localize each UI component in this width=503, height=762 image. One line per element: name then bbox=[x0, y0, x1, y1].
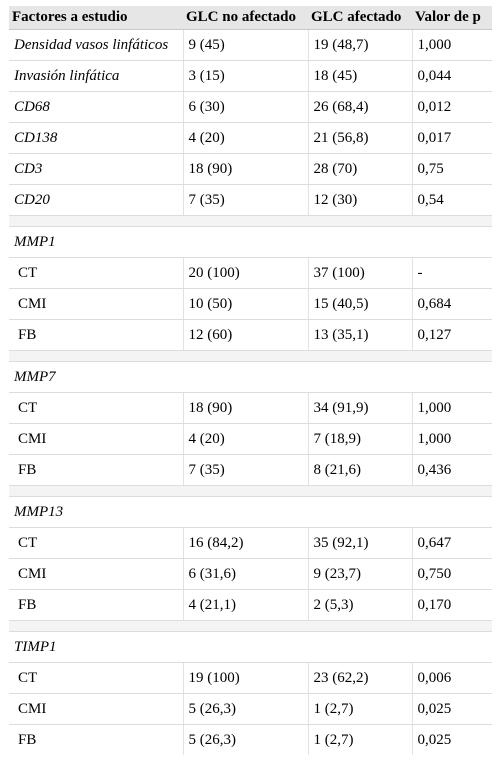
factor-label: CD68 bbox=[9, 92, 183, 123]
table-row bbox=[9, 30, 492, 61]
factor-label: CMI bbox=[9, 694, 183, 725]
glc-no-afectado-value: 18 (90) bbox=[183, 393, 308, 424]
factor-label: FB bbox=[9, 725, 183, 756]
factor-label: Densidad vasos linfáticos bbox=[9, 30, 183, 61]
glc-no-afectado-value: 5 (26,3) bbox=[183, 725, 308, 756]
table-row bbox=[9, 289, 492, 320]
p-value: 1,000 bbox=[412, 393, 492, 424]
glc-afectado-value: 7 (18,9) bbox=[308, 424, 412, 455]
divider-cell bbox=[9, 486, 492, 497]
section-title: MMP1 bbox=[9, 227, 492, 258]
glc-no-afectado-value: 4 (21,1) bbox=[183, 590, 308, 621]
section-title-row bbox=[9, 362, 492, 393]
glc-afectado-value: 8 (21,6) bbox=[308, 455, 412, 486]
table-row bbox=[9, 694, 492, 725]
glc-no-afectado-value: 7 (35) bbox=[183, 455, 308, 486]
glc-no-afectado-value: 10 (50) bbox=[183, 289, 308, 320]
glc-afectado-value: 37 (100) bbox=[308, 258, 412, 289]
p-value: 0,017 bbox=[412, 123, 492, 154]
glc-afectado-value: 1 (2,7) bbox=[308, 694, 412, 725]
factor-label: FB bbox=[9, 455, 183, 486]
p-value: - bbox=[412, 258, 492, 289]
table-row bbox=[9, 123, 492, 154]
p-value: 0,025 bbox=[417, 731, 452, 748]
divider-cell bbox=[9, 351, 492, 362]
table-row bbox=[9, 258, 492, 289]
p-value: 0,684 bbox=[412, 289, 492, 320]
factor-label: CD3 bbox=[9, 154, 183, 185]
glc-no-afectado-value: 19 (100) bbox=[183, 663, 308, 694]
p-value: 0,647 bbox=[412, 528, 492, 559]
glc-no-afectado-value: 18 (90) bbox=[183, 154, 308, 185]
table-row bbox=[9, 424, 492, 455]
glc-afectado-value: 12 (30) bbox=[308, 185, 412, 216]
factors-table bbox=[9, 6, 492, 755]
glc-no-afectado-value: 4 (20) bbox=[183, 424, 308, 455]
factor-label: CT bbox=[9, 528, 183, 559]
factor-label: CD20 bbox=[9, 185, 183, 216]
glc-afectado-value: 34 (91,9) bbox=[308, 393, 412, 424]
table-row bbox=[9, 185, 492, 216]
table-row bbox=[9, 320, 492, 351]
glc-afectado-value: 21 (56,8) bbox=[308, 123, 412, 154]
glc-afectado-value: 26 (68,4) bbox=[308, 92, 412, 123]
section-title: TIMP1 bbox=[9, 632, 492, 663]
factor-label: CT bbox=[9, 663, 183, 694]
table-row bbox=[9, 559, 492, 590]
divider-cell bbox=[9, 621, 492, 632]
table-row bbox=[9, 92, 492, 123]
section-divider bbox=[9, 621, 492, 632]
table-row bbox=[9, 154, 492, 185]
p-value: 1,000 bbox=[412, 30, 492, 61]
glc-no-afectado-value: 20 (100) bbox=[183, 258, 308, 289]
header-glc-no-afectado: GLC no afectado bbox=[183, 6, 308, 30]
table-row bbox=[9, 393, 492, 424]
factor-label: Invasión linfática bbox=[9, 61, 183, 92]
p-value: 0,127 bbox=[412, 320, 492, 351]
p-value: 0,750 bbox=[412, 559, 492, 590]
glc-afectado-value: 15 (40,5) bbox=[308, 289, 412, 320]
table-row bbox=[9, 663, 492, 694]
divider-cell bbox=[9, 216, 492, 227]
table-container bbox=[9, 6, 492, 755]
table-header bbox=[9, 6, 492, 30]
factor-label: CT bbox=[9, 393, 183, 424]
glc-afectado-value: 35 (92,1) bbox=[308, 528, 412, 559]
factor-label: FB bbox=[9, 320, 183, 351]
glc-no-afectado-value: 6 (30) bbox=[183, 92, 308, 123]
glc-afectado-value: 1 (2,7) bbox=[308, 725, 412, 756]
glc-no-afectado-value: 7 (35) bbox=[183, 185, 308, 216]
factor-label: CMI bbox=[9, 289, 183, 320]
p-value: 0,436 bbox=[412, 455, 492, 486]
glc-no-afectado-value: 4 (20) bbox=[183, 123, 308, 154]
p-value: 0,012 bbox=[412, 92, 492, 123]
glc-afectado-value: 13 (35,1) bbox=[308, 320, 412, 351]
section-divider bbox=[9, 216, 492, 227]
factor-label: CMI bbox=[9, 424, 183, 455]
section-title-row bbox=[9, 227, 492, 258]
factor-label: CT bbox=[9, 258, 183, 289]
factor-label: CMI bbox=[9, 559, 183, 590]
section-divider bbox=[9, 351, 492, 362]
glc-afectado-value: 9 (23,7) bbox=[308, 559, 412, 590]
header-glc-afectado: GLC afectado bbox=[308, 6, 412, 30]
p-value: 0,170 bbox=[412, 590, 492, 621]
p-value: 0,75 bbox=[412, 154, 492, 185]
p-value: 0,044 bbox=[412, 61, 492, 92]
table-row bbox=[9, 590, 492, 621]
p-value: 0,025 bbox=[412, 694, 492, 725]
glc-no-afectado-value: 5 (26,3) bbox=[183, 694, 308, 725]
section-divider bbox=[9, 486, 492, 497]
header-factores: Factores a estudio bbox=[9, 6, 183, 30]
glc-afectado-value: 2 (5,3) bbox=[308, 590, 412, 621]
section-title: MMP7 bbox=[9, 362, 492, 393]
glc-no-afectado-value: 16 (84,2) bbox=[183, 528, 308, 559]
glc-afectado-value: 23 (62,2) bbox=[308, 663, 412, 694]
p-value: 0,006 bbox=[412, 663, 492, 694]
header-valor-p: Valor de p bbox=[412, 6, 492, 30]
factor-label: FB bbox=[9, 590, 183, 621]
header-row bbox=[9, 6, 492, 30]
section-title: MMP13 bbox=[9, 497, 492, 528]
p-value: 1,000 bbox=[412, 424, 492, 455]
p-value: 0,54 bbox=[412, 185, 492, 216]
table-row bbox=[9, 528, 492, 559]
table-row bbox=[9, 725, 492, 756]
section-title-row bbox=[9, 632, 492, 663]
glc-no-afectado-value: 12 (60) bbox=[183, 320, 308, 351]
factor-label: CD138 bbox=[9, 123, 183, 154]
glc-afectado-value: 18 (45) bbox=[308, 61, 412, 92]
table-row bbox=[9, 455, 492, 486]
glc-no-afectado-value: 9 (45) bbox=[183, 30, 308, 61]
glc-no-afectado-value: 3 (15) bbox=[183, 61, 308, 92]
glc-afectado-value: 19 (48,7) bbox=[308, 30, 412, 61]
glc-no-afectado-value: 6 (31,6) bbox=[183, 559, 308, 590]
glc-afectado-value: 28 (70) bbox=[308, 154, 412, 185]
table-row bbox=[9, 61, 492, 92]
table-body bbox=[9, 30, 492, 756]
section-title-row bbox=[9, 497, 492, 528]
